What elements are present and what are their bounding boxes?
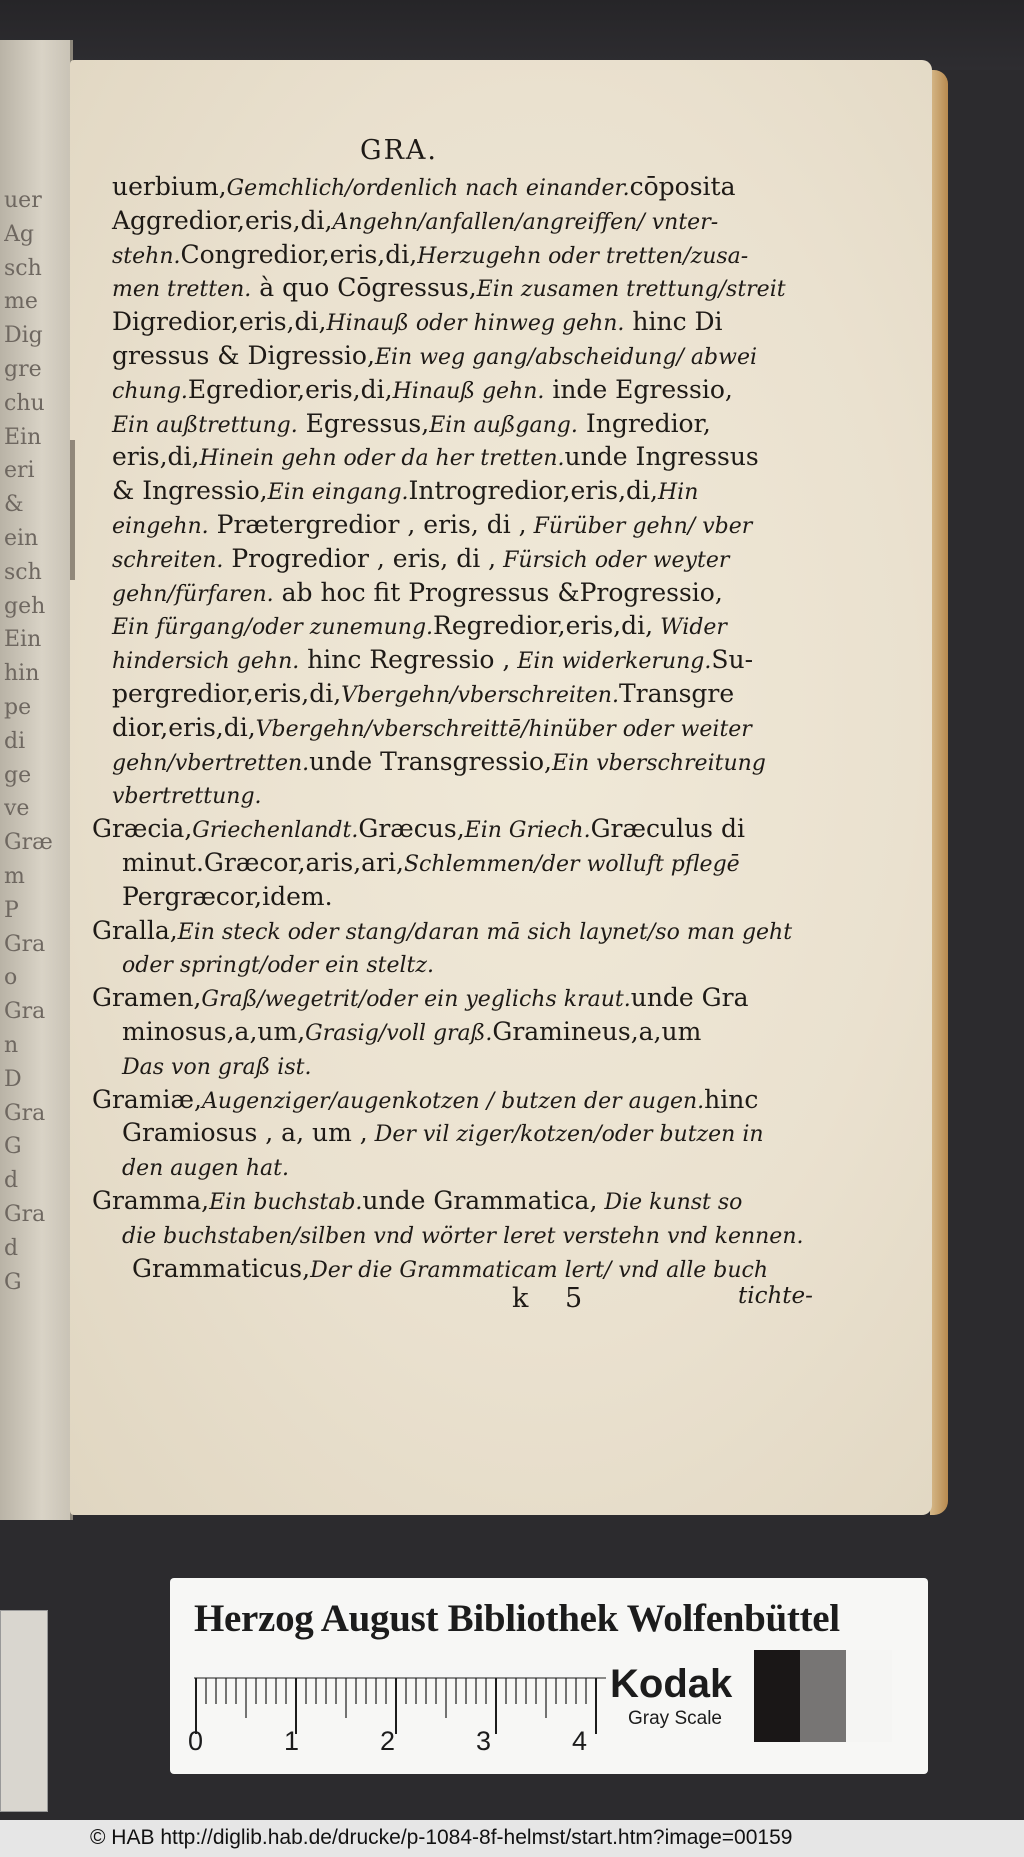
german-gloss: Ein Griech. — [464, 818, 591, 844]
latin-term: Ingredior, — [577, 408, 711, 438]
german-gloss: Ein fürgang/oder zunemung. — [112, 615, 434, 641]
latin-term: Gramen, — [92, 983, 202, 1013]
color-target-card — [170, 1578, 928, 1774]
gray-swatch — [754, 1650, 800, 1742]
latin-term: minosus,a,um, — [122, 1017, 306, 1046]
left-page-fragment: hin — [4, 661, 40, 687]
left-page-fragment: Gra — [4, 1202, 46, 1227]
latin-term: Gramineus,a,um — [492, 1017, 702, 1046]
left-page-fragment: geh — [4, 593, 46, 619]
latin-term: Græcia, — [92, 814, 193, 844]
german-gloss: Hin — [657, 480, 699, 506]
signature-mark: k 5 — [512, 1283, 597, 1314]
left-page-fragment: di — [4, 728, 26, 754]
left-page-fragment: Dig — [4, 323, 43, 349]
left-page-fragment: d — [4, 1168, 19, 1194]
text-line — [122, 1017, 701, 1049]
text-line — [92, 1186, 742, 1218]
left-page-fragment: G — [4, 1134, 22, 1160]
gray-swatch — [846, 1650, 892, 1742]
left-page-fragment: m — [4, 864, 25, 889]
german-gloss: chung. — [112, 378, 188, 404]
left-page-fragment: d — [4, 1235, 19, 1261]
left-facing-page — [0, 40, 73, 1520]
text-line — [112, 206, 718, 238]
left-page-fragment: ein — [4, 526, 39, 551]
text-line — [122, 1118, 764, 1150]
text-line — [122, 1220, 803, 1252]
catchword: tichte- — [738, 1283, 813, 1309]
gutter-mark — [70, 440, 75, 580]
latin-term: Congredior,eris,di, — [180, 239, 418, 269]
german-gloss: Die kunst so — [597, 1190, 743, 1215]
german-gloss: Ein außgang. — [429, 412, 578, 438]
german-gloss: Hinauß gehn. — [392, 378, 545, 404]
german-gloss: Wider — [653, 615, 727, 641]
left-page-fragment: P — [4, 897, 19, 923]
left-page-fragment: pe — [4, 695, 32, 720]
left-page-fragment: Gra — [4, 931, 46, 957]
text-line — [122, 1051, 311, 1083]
ruler-number: 3 — [476, 1726, 492, 1756]
latin-term: hinc — [704, 1084, 759, 1114]
latin-term: uerbium, — [112, 172, 227, 201]
latin-term: hinc Regressio , — [299, 645, 511, 675]
left-page-fragment: Græ — [4, 830, 53, 856]
text-line — [92, 983, 749, 1015]
german-gloss: Vbergehn/vberschreittē/hinüber oder weiter — [255, 716, 752, 742]
german-gloss: schreiten. — [112, 547, 224, 573]
german-gloss: Ein widerkerung. — [510, 649, 712, 675]
german-gloss: den augen hat. — [122, 1156, 289, 1182]
footer-bar — [0, 1820, 1024, 1857]
left-page-fragment: Ein — [4, 424, 42, 450]
text-line — [112, 747, 766, 779]
gray-scale-label: Gray Scale — [628, 1708, 722, 1729]
text-line — [92, 1085, 758, 1117]
latin-term: Digredior,eris,di, — [112, 307, 327, 337]
german-gloss: Ein weg gang/abscheidung/ abwei — [374, 345, 758, 370]
german-gloss: Das von graß ist. — [122, 1054, 312, 1080]
german-gloss: Ein zusamen trettung/streit — [476, 277, 786, 303]
latin-term: Gramma, — [92, 1186, 210, 1215]
kodak-brand: Kodak — [610, 1662, 733, 1706]
text-line — [112, 307, 723, 339]
text-line — [112, 476, 698, 508]
german-gloss: Ein eingang. — [267, 480, 409, 506]
german-gloss: Fürüber gehn/ vber — [526, 514, 753, 539]
german-gloss: Gemchlich/ordenlich nach einander. — [226, 176, 630, 201]
text-line — [112, 645, 753, 677]
german-gloss: Augenziger/augenkotzen / butzen der augen. — [201, 1088, 705, 1114]
latin-term: minut.Græcor,aris,ari, — [122, 848, 404, 877]
left-page-fragment: gre — [4, 357, 42, 382]
german-gloss: gehn/fürfaren. — [112, 581, 274, 607]
latin-term: Gramiosus , a, um , — [122, 1118, 368, 1148]
german-gloss: Ein steck oder stang/daran mā sich laynet/so man geht — [177, 919, 793, 945]
latin-term: Aggredior,eris,di, — [112, 205, 333, 235]
text-line — [112, 375, 733, 407]
ruler-number: 2 — [380, 1726, 396, 1756]
left-page-fragment: sch — [4, 255, 42, 281]
latin-term: Regredior,eris,di, — [433, 611, 654, 641]
latin-term: ab hoc fit Progressus &Progressio, — [273, 577, 723, 607]
text-line — [112, 341, 757, 373]
left-page-fragment: Gra — [4, 1100, 46, 1126]
german-gloss: Griechenlandt. — [192, 818, 359, 844]
text-line — [122, 949, 434, 981]
text-line — [112, 679, 734, 711]
left-page-fragment: eri — [4, 458, 35, 484]
latin-term: unde Transgressio, — [309, 746, 552, 776]
gray-swatch — [800, 1650, 846, 1742]
german-gloss: Hinauß oder hinweg gehn. — [326, 311, 625, 337]
left-page-fragment: o — [4, 965, 18, 991]
left-page-fragment: sch — [4, 559, 42, 585]
german-gloss: Angehn/anfallen/angreiffen/ vnter- — [332, 209, 719, 235]
latin-term: Pergræcor,idem. — [122, 881, 333, 911]
left-page-fragment: Gra — [4, 999, 46, 1025]
latin-term: unde Ingressus — [564, 442, 759, 472]
latin-term: Grammaticus, — [132, 1253, 311, 1283]
left-page-fragment: Ag — [4, 221, 34, 247]
left-page-fragment: G — [4, 1269, 22, 1295]
left-page-fragment: me — [4, 289, 38, 315]
latin-term: Gramiæ, — [92, 1084, 202, 1114]
latin-term: gressus & Digressio, — [112, 341, 375, 370]
latin-term: cōposita — [629, 172, 736, 201]
running-header: GRA. — [360, 135, 438, 166]
latin-term: Introgredior,eris,di, — [408, 476, 658, 506]
latin-term: & Ingressio, — [112, 476, 268, 506]
ruler-number: 0 — [188, 1726, 204, 1756]
german-gloss: Hinein gehn oder da her tretten. — [199, 446, 565, 472]
latin-term: à quo Cōgressus, — [251, 273, 477, 303]
text-line — [112, 611, 727, 643]
text-line — [112, 172, 735, 204]
german-gloss: Fürsich oder weyter — [496, 547, 730, 573]
left-page-fragment: chu — [4, 390, 45, 416]
page-edge — [930, 70, 948, 1515]
text-line — [112, 578, 723, 610]
text-line — [122, 1152, 289, 1184]
text-line — [92, 814, 745, 846]
latin-term: unde Gra — [630, 983, 749, 1013]
measurement-ruler — [194, 1676, 606, 1734]
german-gloss: die buchstaben/silben vnd wörter leret verstehn vnd kennen. — [122, 1223, 804, 1249]
left-page-fragment: Ein — [4, 627, 42, 653]
german-gloss: gehn/vbertretten. — [112, 750, 310, 776]
text-line — [112, 442, 759, 474]
german-gloss: Ein außtrettung. — [112, 412, 298, 438]
latin-term: dior,eris,di, — [112, 712, 256, 742]
latin-term: Transgre — [618, 679, 735, 708]
german-gloss: Graß/wegetrit/oder ein yeglichs kraut. — [201, 987, 631, 1013]
footer-link[interactable]: © HAB http://diglib.hab.de/drucke/p-1084-8f-helmst/start.htm?image=00159 — [90, 1826, 793, 1849]
text-line — [112, 713, 752, 745]
text-line — [122, 848, 740, 880]
german-gloss: Der vil ziger/kotzen/oder butzen in — [367, 1122, 764, 1148]
latin-term: hinc Di — [624, 307, 723, 337]
latin-term: Su- — [711, 645, 754, 675]
german-gloss: oder springt/oder ein steltz. — [122, 953, 434, 979]
latin-term: Egredior,eris,di, — [187, 374, 393, 404]
left-bottom-slip — [0, 1610, 48, 1812]
latin-term: eris,di, — [112, 442, 200, 472]
german-gloss: Grasig/voll graß. — [305, 1021, 493, 1046]
text-line — [112, 409, 711, 441]
latin-term: Egressus, — [297, 408, 430, 438]
text-line — [112, 273, 786, 305]
text-line — [112, 240, 748, 272]
ruler-number: 4 — [572, 1726, 588, 1756]
latin-term: unde Grammatica, — [362, 1186, 598, 1215]
german-gloss: eingehn. — [112, 514, 209, 539]
library-name: Herzog August Bibliothek Wolfenbüttel — [194, 1597, 840, 1640]
latin-term: Prætergredior , eris, di , — [208, 510, 527, 539]
latin-term: Progredior , eris, di , — [223, 543, 497, 573]
german-gloss: men tretten. — [112, 277, 252, 303]
german-gloss: Der die Grammaticam lert/ vnd alle buch — [310, 1257, 769, 1283]
german-gloss: Schlemmen/der wolluft pflegē — [403, 852, 740, 877]
left-page-fragment: & — [4, 492, 24, 518]
left-page-fragment: n — [4, 1033, 19, 1058]
left-page-fragment: ge — [4, 762, 32, 788]
german-gloss: Ein buchstab. — [209, 1190, 363, 1215]
text-line — [122, 882, 333, 912]
latin-term: pergredior,eris,di, — [112, 679, 342, 708]
text-line — [112, 510, 752, 542]
text-line — [92, 916, 792, 948]
left-page-fragment: D — [4, 1066, 22, 1092]
german-gloss: Herzugehn oder tretten/zusa- — [417, 243, 749, 269]
latin-term: Gralla, — [92, 915, 178, 945]
latin-term: Græculus di — [590, 814, 745, 844]
text-line — [112, 780, 262, 812]
german-gloss: stehn. — [112, 243, 181, 269]
german-gloss: vbertrettung. — [112, 784, 262, 810]
left-page-fragment: uer — [4, 188, 42, 213]
german-gloss: hindersich gehn. — [112, 649, 300, 675]
ruler-number: 1 — [284, 1726, 300, 1756]
left-page-fragment: ve — [4, 796, 30, 822]
latin-term: Græcus, — [358, 814, 465, 844]
german-gloss: Ein vberschreitung — [551, 750, 766, 776]
latin-term: inde Egressio, — [544, 374, 733, 404]
text-line — [112, 544, 729, 576]
german-gloss: Vbergehn/vberschreiten. — [341, 683, 619, 708]
text-line — [132, 1254, 768, 1286]
